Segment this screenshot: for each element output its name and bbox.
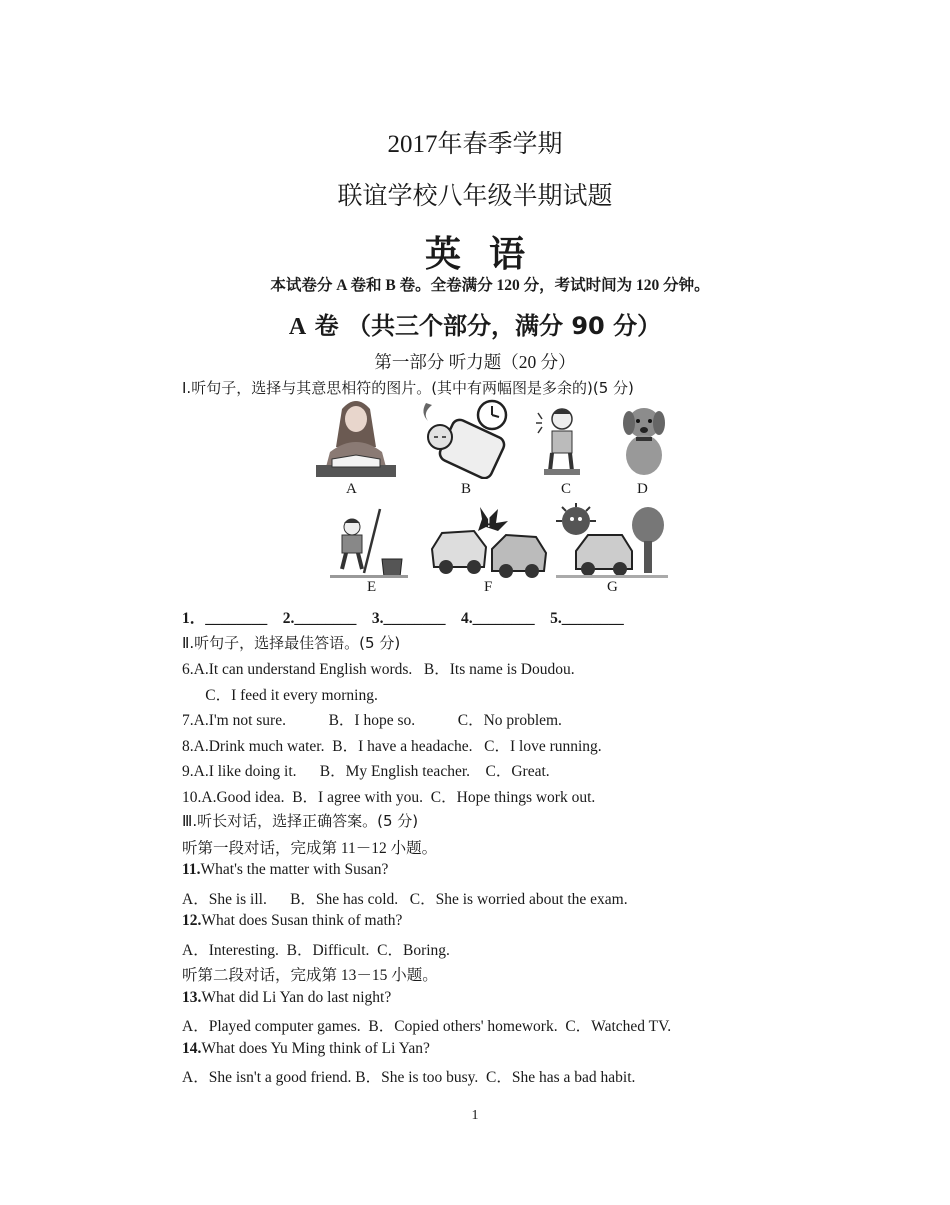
question-14-options: A．She isn't a good friend. B．She is too busy. C．She has a bad habit. [182,1069,636,1086]
picture-label-b: B [461,481,472,497]
page-number: 1 [471,1108,479,1123]
picture-label-d: D [637,481,648,497]
question-6: 6.A.It can understand English words. B．Its name is Doudou. [182,661,575,678]
part1-heading: 第一部分 听力题（20 分） [374,352,576,372]
question-11 [182,861,388,879]
section1-instruction: Ⅰ.听句子，选择与其意思相符的图片。(其中有两幅图是多余的)(5 分) [182,379,634,397]
picture-label-e: E [367,579,377,595]
svg-text:!: ! [486,515,492,531]
picture-d [614,401,674,479]
picture-c [536,405,586,479]
question-11-text: What's the matter with Susan? [200,861,389,878]
picture-label-f: F [484,579,493,595]
section2-instruction: Ⅱ.听句子，选择最佳答语。(5 分) [182,634,401,652]
answer-blanks: 1．________ 2.________ 3.________ 4.________ 5.________ [182,610,624,627]
question-11-options: A．She is ill. B．She has cold. C．She is worried about the exam. [182,891,628,908]
picture-e [330,507,408,579]
question-10: 10.A.Good idea. B．I agree with you. C．Hope things work out. [182,789,596,806]
picture-label-c: C [561,481,572,497]
volume-a-heading [0,306,950,341]
question-12-options: A．Interesting. B．Difficult. C．Boring. [182,942,450,959]
dialog-2-instruction: 听第二段对话，完成第 13－15 小题。 [182,967,438,984]
picture-label-g: G [607,579,618,595]
subject-title: 英语 [424,234,553,275]
exam-title: 联谊学校八年级半期试题 [337,183,613,210]
question-8: 8.A.Drink much water. B．I have a headache. C．I love running. [182,738,602,755]
question-13 [182,989,391,1007]
exam-term: 2017年春季学期 [387,131,563,158]
question-7: 7.A.I'm not sure. B．I hope so. C．No problem. [182,712,562,729]
volume-a-text: 卷 （共三个部分，满分 90 分） [306,312,662,340]
question-11-number: 11. [182,861,201,878]
picture-grid [300,395,700,600]
question-14-number: 14. [182,1040,202,1057]
question-13-number: 13. [182,989,202,1006]
picture-a [312,397,400,479]
question-13-options: A．Played computer games. B．Copied others' homework. C．Watched TV. [182,1018,672,1035]
question-12-text: What does Susan think of math? [201,912,403,929]
picture-label-a: A [346,481,357,497]
question-12 [182,912,402,930]
question-6-option-c: C．I feed it every morning. [182,687,378,704]
picture-b [418,397,514,479]
dialog-1-instruction: 听第一段对话，完成第 11－12 小题。 [182,840,438,857]
volume-a-letter: A [288,314,307,340]
question-14-text: What does Yu Ming think of Li Yan? [201,1040,430,1057]
question-13-text: What did Li Yan do last night? [201,989,392,1006]
picture-g [556,503,668,579]
question-12-number: 12. [182,912,202,929]
question-14 [182,1040,430,1058]
picture-f [428,505,550,581]
exam-note: 本试卷分 A 卷和 B 卷。全卷满分 120 分，考试时间为 120 分钟。 [270,277,710,294]
question-9: 9.A.I like doing it. B．My English teacher. C．Great. [182,763,550,780]
section3-instruction: Ⅲ.听长对话，选择正确答案。(5 分) [182,812,419,830]
